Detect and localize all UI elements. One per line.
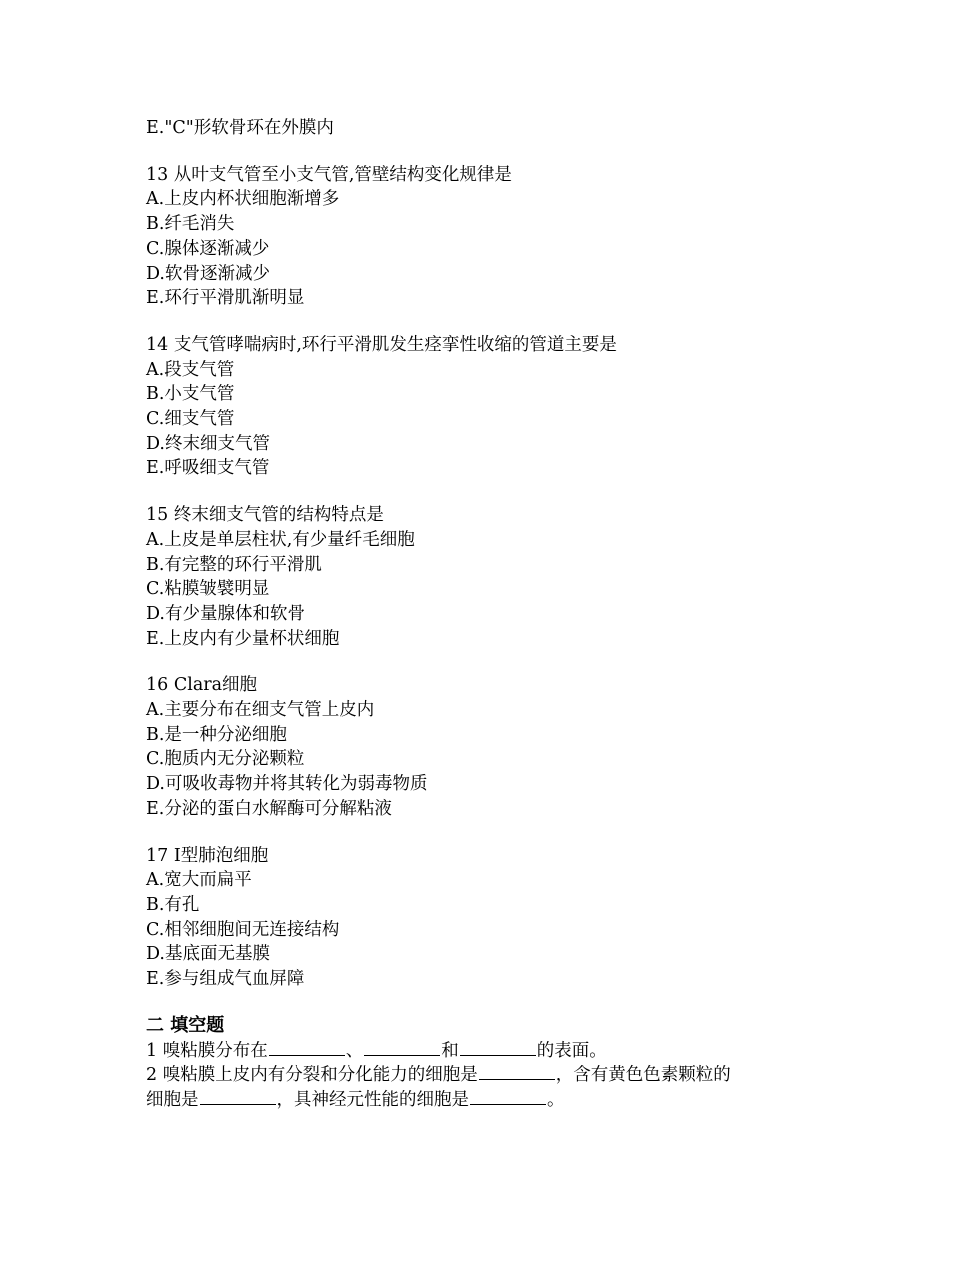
option-c: C.胞质内无分泌颗粒 xyxy=(146,749,305,770)
option-a: A.上皮内杯状细胞渐增多 xyxy=(146,189,340,210)
answer-blank[interactable] xyxy=(200,1088,276,1105)
option-c: C.腺体逐渐减少 xyxy=(146,238,270,259)
answer-blank[interactable] xyxy=(364,1039,440,1056)
previous-question-option-e: E."C"形软骨环在外膜内 xyxy=(146,118,334,138)
option-e: E.分泌的蛋白水解酶可分解粘液 xyxy=(146,798,392,819)
spacer xyxy=(146,822,846,844)
option-a: A.上皮是单层柱状,有少量纤毛细胞 xyxy=(146,529,415,550)
option-d: D.软骨逐渐减少 xyxy=(146,263,270,284)
question-stem: 15 终末细支气管的结构特点是 xyxy=(146,505,384,526)
question-stem: 14 支气管哮喘病时,环行平滑肌发生痉挛性收缩的管道主要是 xyxy=(146,334,617,355)
text: 细胞是 xyxy=(146,1089,199,1110)
question-16 xyxy=(146,673,846,821)
answer-blank[interactable] xyxy=(460,1039,536,1056)
spacer xyxy=(146,481,846,503)
text: 。 xyxy=(547,1089,565,1110)
option-d: D.终末细支气管 xyxy=(146,433,270,454)
text: 的表面。 xyxy=(536,1040,607,1061)
option-a: A.主要分布在细支气管上皮内 xyxy=(146,700,375,721)
option-d: D.有少量腺体和软骨 xyxy=(146,603,305,624)
question-stem: 17 I型肺泡细胞 xyxy=(146,845,269,866)
option-e: E.环行平滑肌渐明显 xyxy=(146,288,305,309)
answer-blank[interactable] xyxy=(470,1088,546,1105)
option-b: B.纤毛消失 xyxy=(146,214,235,235)
question-stem: 13 从叶支气管至小支气管,管壁结构变化规律是 xyxy=(146,164,512,185)
text: 1 嗅粘膜分布在 xyxy=(146,1040,268,1061)
question-17 xyxy=(146,844,846,992)
option-d: D.可吸收毒物并将其转化为弱毒物质 xyxy=(146,774,428,795)
option-b: B.是一种分泌细胞 xyxy=(146,724,287,745)
fill-question-2 xyxy=(146,1063,846,1088)
section-heading: 二 填空题 xyxy=(146,1014,225,1036)
question-15 xyxy=(146,503,846,651)
text: ，具神经元性能的细胞是 xyxy=(276,1089,469,1110)
spacer xyxy=(146,311,846,333)
text: ，含有黄色色素颗粒的 xyxy=(555,1065,731,1086)
answer-blank[interactable] xyxy=(479,1063,555,1080)
option-a: A.宽大而扁平 xyxy=(146,870,252,891)
fill-question-1 xyxy=(146,1039,846,1064)
option-e: E.呼吸细支气管 xyxy=(146,458,270,479)
option-c: C.相邻细胞间无连接结构 xyxy=(146,919,340,940)
option-a: A.段支气管 xyxy=(146,359,235,380)
spacer xyxy=(146,651,846,673)
option-b: B.有完整的环行平滑肌 xyxy=(146,554,322,575)
option-b: B.有孔 xyxy=(146,894,200,915)
document-page xyxy=(146,116,846,1113)
fill-in-section xyxy=(146,1014,846,1113)
answer-blank[interactable] xyxy=(269,1039,345,1056)
option-e: E.上皮内有少量杯状细胞 xyxy=(146,628,340,649)
text: 2 嗅粘膜上皮内有分裂和分化能力的细胞是 xyxy=(146,1065,478,1086)
option-c: C.粘膜皱襞明显 xyxy=(146,579,270,600)
option-b: B.小支气管 xyxy=(146,384,235,405)
question-13 xyxy=(146,163,846,311)
option-c: C.细支气管 xyxy=(146,409,235,430)
question-14 xyxy=(146,333,846,481)
fill-question-2-continued xyxy=(146,1088,846,1113)
text: 、 xyxy=(345,1040,364,1061)
option-e: E.参与组成气血屏障 xyxy=(146,969,305,990)
text: 和 xyxy=(441,1040,459,1061)
spacer xyxy=(146,141,846,163)
option-d: D.基底面无基膜 xyxy=(146,944,270,965)
question-stem: 16 Clara细胞 xyxy=(146,675,258,696)
spacer xyxy=(146,992,846,1014)
